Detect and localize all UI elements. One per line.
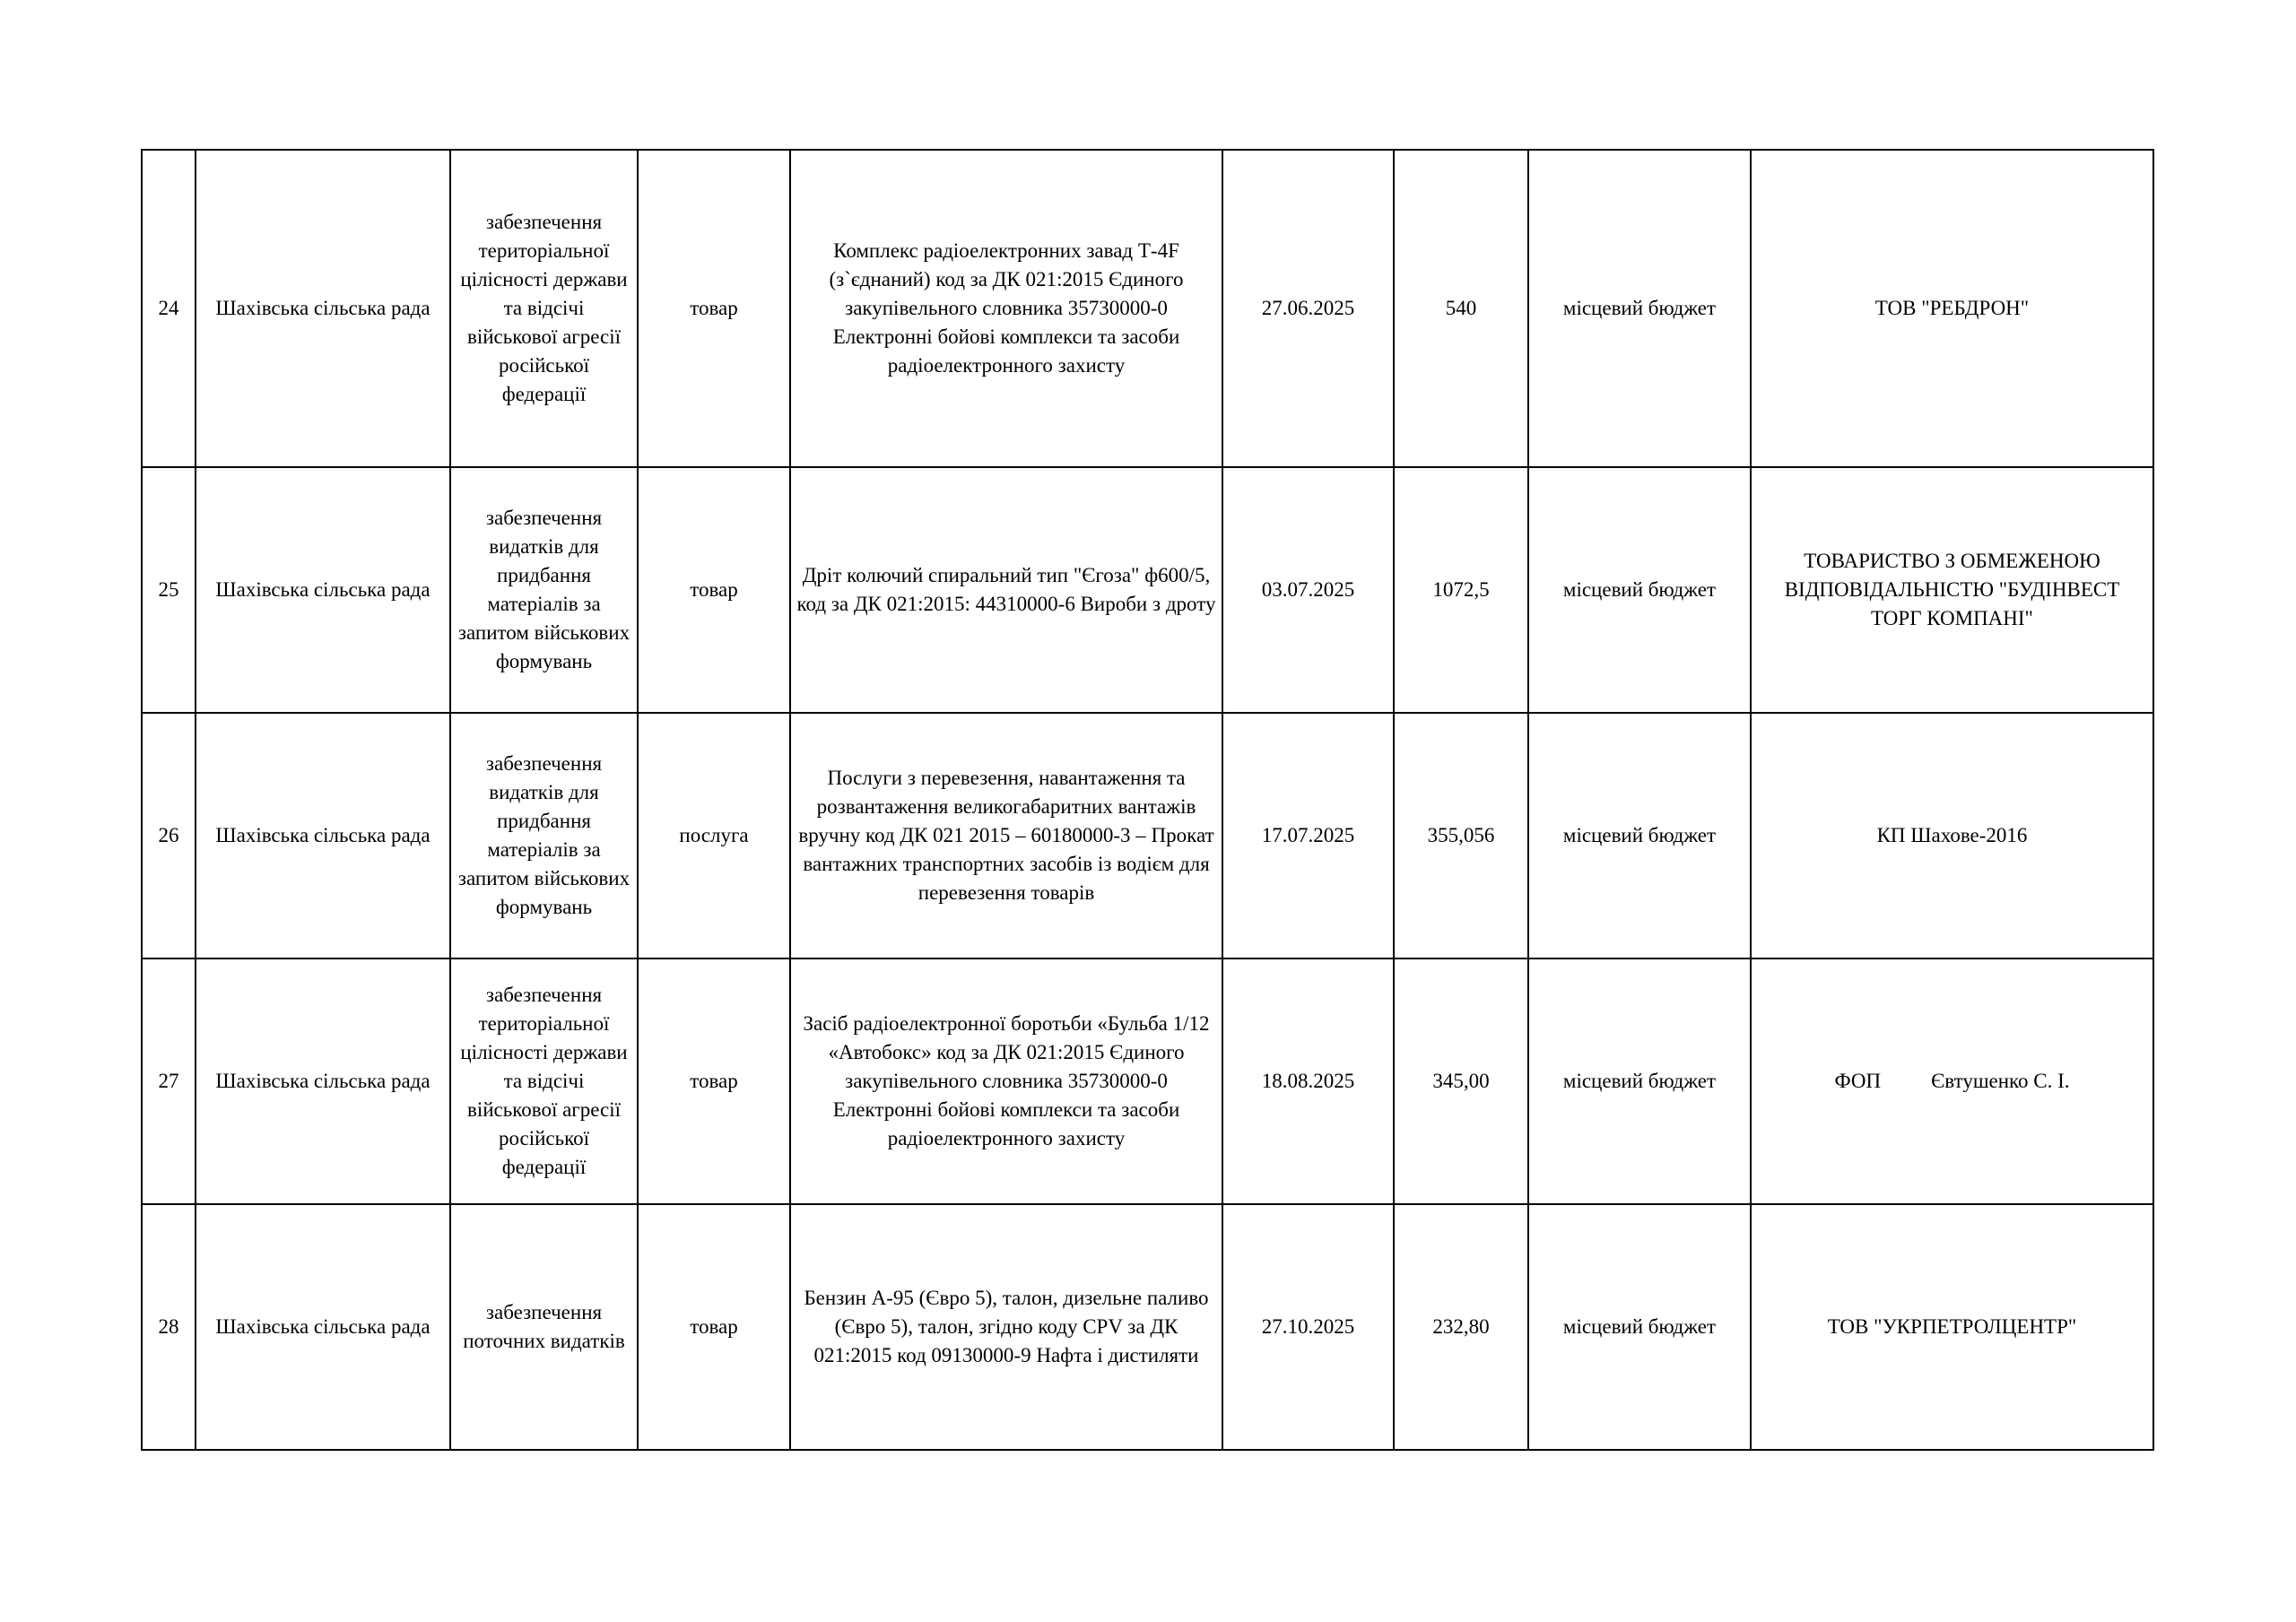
purpose-cell: забезпечення територіальної цілісності держави та відсічі військової агресії російської федерації (450, 150, 638, 467)
customer-cell: Шахівська сільська рада (196, 713, 450, 958)
date-cell: 17.07.2025 (1222, 713, 1394, 958)
date-cell: 18.08.2025 (1222, 958, 1394, 1204)
type-cell: товар (638, 958, 790, 1204)
date-cell: 03.07.2025 (1222, 467, 1394, 713)
table-row (142, 150, 2153, 467)
customer-cell: Шахівська сільська рада (196, 467, 450, 713)
supplier-name: Євтушенко С. І. (1931, 1070, 2070, 1092)
purpose-cell: забезпечення поточних видатків (450, 1204, 638, 1450)
funding-source-cell: місцевий бюджет (1528, 467, 1751, 713)
row-number: 26 (142, 713, 196, 958)
supplier-cell: ТОВАРИСТВО З ОБМЕЖЕНОЮ ВІДПОВІДАЛЬНІСТЮ "БУДІНВЕСТ ТОРГ КОМПАНІ" (1751, 467, 2153, 713)
row-number: 24 (142, 150, 196, 467)
customer-cell: Шахівська сільська рада (196, 150, 450, 467)
purpose-cell: забезпечення видатків для придбання матеріалів за запитом військових формувань (450, 713, 638, 958)
row-number: 25 (142, 467, 196, 713)
type-cell: товар (638, 1204, 790, 1450)
date-cell: 27.06.2025 (1222, 150, 1394, 467)
customer-cell: Шахівська сільська рада (196, 958, 450, 1204)
amount-cell: 355,056 (1394, 713, 1528, 958)
supplier-cell: ТОВ "УКРПЕТРОЛЦЕНТР" (1751, 1204, 2153, 1450)
subject-cell: Засіб радіоелектронної боротьби «Бульба 1/12 «Автобокс» код за ДК 021:2015 Єдиного закупівельного словника 35730000-0 Електронні бойові комплекси та засоби радіоелектронного захисту (790, 958, 1222, 1204)
subject-cell: Комплекс радіоелектронних завад Т-4F (з`єднаний) код за ДК 021:2015 Єдиного закупівельного словника 35730000-0 Електронні бойові комплекси та засоби радіоелектронного захисту (790, 150, 1222, 467)
purpose-cell: забезпечення територіальної цілісності держави та відсічі військової агресії російської федерації (450, 958, 638, 1204)
purpose-cell: забезпечення видатків для придбання матеріалів за запитом військових формувань (450, 467, 638, 713)
funding-source-cell: місцевий бюджет (1528, 150, 1751, 467)
customer-cell: Шахівська сільська рада (196, 1204, 450, 1450)
table-row (142, 713, 2153, 958)
funding-source-cell: місцевий бюджет (1528, 958, 1751, 1204)
type-cell: послуга (638, 713, 790, 958)
row-number: 28 (142, 1204, 196, 1450)
amount-cell: 1072,5 (1394, 467, 1528, 713)
funding-source-cell: місцевий бюджет (1528, 713, 1751, 958)
subject-cell: Послуги з перевезення, навантаження та розвантаження великогабаритних вантажів вручну код ДК 021 2015 – 60180000-3 – Прокат вантажних транспортних засобів із водієм для перевезення товарів (790, 713, 1222, 958)
table-row (142, 1204, 2153, 1450)
type-cell: товар (638, 467, 790, 713)
date-cell: 27.10.2025 (1222, 1204, 1394, 1450)
subject-cell: Бензин А-95 (Євро 5), талон, дизельне паливо (Євро 5), талон, згідно коду CPV за ДК 021:2015 код 09130000-9 Нафта і дистиляти (790, 1204, 1222, 1450)
funding-source-cell: місцевий бюджет (1528, 1204, 1751, 1450)
amount-cell: 540 (1394, 150, 1528, 467)
amount-cell: 232,80 (1394, 1204, 1528, 1450)
type-cell: товар (638, 150, 790, 467)
supplier-cell: ТОВ "РЕБДРОН" (1751, 150, 2153, 467)
supplier-cell: КП Шахове-2016 (1751, 713, 2153, 958)
supplier-cell (1751, 958, 2153, 1204)
row-number: 27 (142, 958, 196, 1204)
subject-cell: Дріт колючий спиральний тип "Єгоза" ф600/5, код за ДК 021:2015: 44310000-6 Вироби з дроту (790, 467, 1222, 713)
table-row (142, 467, 2153, 713)
table-row (142, 958, 2153, 1204)
supplier-form: ФОП (1834, 1070, 1882, 1092)
amount-cell: 345,00 (1394, 958, 1528, 1204)
procurement-table (141, 149, 2154, 1451)
